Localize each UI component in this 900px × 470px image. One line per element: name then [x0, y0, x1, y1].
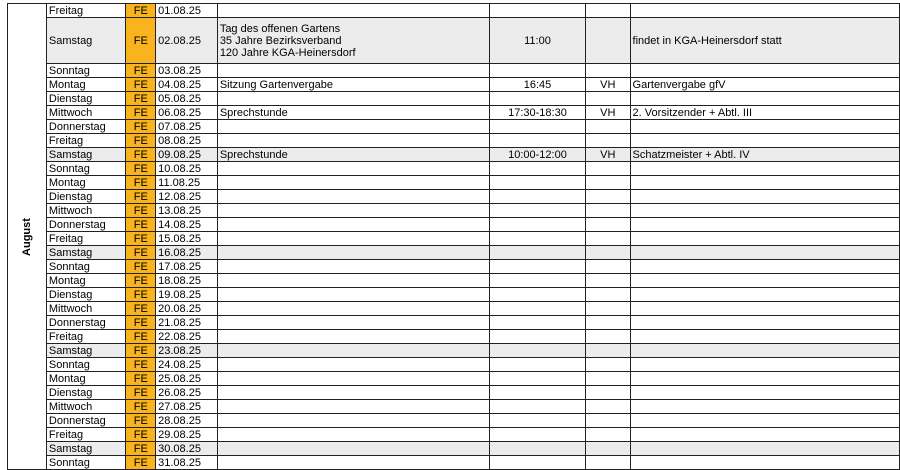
event-cell	[217, 106, 489, 120]
fe-code-cell: FE	[126, 64, 156, 78]
weekday-cell: Sonntag	[46, 64, 126, 78]
date-cell: 02.08.25	[156, 18, 218, 64]
note-cell	[630, 288, 899, 302]
location-cell	[586, 358, 630, 372]
time-cell	[489, 64, 585, 78]
weekday-cell: Donnerstag	[46, 316, 126, 330]
time-cell	[489, 4, 585, 18]
calendar-body	[8, 4, 900, 470]
fe-code-cell: FE	[126, 344, 156, 358]
table-row	[8, 456, 900, 470]
time-cell	[489, 456, 585, 470]
table-row	[8, 106, 900, 120]
weekday-cell: Freitag	[46, 330, 126, 344]
time-cell: 10:00-12:00	[489, 148, 585, 162]
table-row	[8, 316, 900, 330]
date-cell: 12.08.25	[156, 190, 218, 204]
fe-code-cell: FE	[126, 134, 156, 148]
fe-code-cell: FE	[126, 246, 156, 260]
event-line: 120 Jahre KGA-Heinersdorf	[219, 46, 356, 59]
location-cell	[586, 456, 630, 470]
time-cell	[489, 260, 585, 274]
event-cell	[217, 64, 489, 78]
note-cell	[630, 414, 899, 428]
table-row	[8, 204, 900, 218]
event-line: Tag des offenen Gartens	[219, 22, 341, 35]
month-cell	[8, 4, 47, 470]
event-cell	[217, 274, 489, 288]
date-cell: 08.08.25	[156, 134, 218, 148]
location-cell	[586, 4, 630, 18]
note-cell	[630, 246, 899, 260]
time-cell	[489, 400, 585, 414]
date-cell: 03.08.25	[156, 64, 218, 78]
event-cell	[217, 372, 489, 386]
fe-code-cell: FE	[126, 400, 156, 414]
weekday-cell: Dienstag	[46, 92, 126, 106]
table-row	[8, 162, 900, 176]
location-cell	[586, 64, 630, 78]
time-cell	[489, 134, 585, 148]
table-row	[8, 232, 900, 246]
date-cell: 06.08.25	[156, 106, 218, 120]
date-cell: 10.08.25	[156, 162, 218, 176]
location-cell	[586, 288, 630, 302]
table-row	[8, 176, 900, 190]
event-cell	[217, 134, 489, 148]
date-cell: 18.08.25	[156, 274, 218, 288]
table-row	[8, 288, 900, 302]
fe-code-cell: FE	[126, 442, 156, 456]
weekday-cell: Samstag	[46, 344, 126, 358]
weekday-cell: Dienstag	[46, 288, 126, 302]
time-cell: 11:00	[489, 18, 585, 64]
event-line: Sitzung Gartenvergabe	[219, 78, 333, 91]
note-cell	[630, 358, 899, 372]
date-cell: 29.08.25	[156, 428, 218, 442]
location-cell	[586, 442, 630, 456]
location-cell	[586, 134, 630, 148]
fe-code-cell: FE	[126, 232, 156, 246]
fe-code-cell: FE	[126, 456, 156, 470]
note-cell	[630, 162, 899, 176]
event-cell	[217, 400, 489, 414]
date-cell: 05.08.25	[156, 92, 218, 106]
event-cell	[217, 456, 489, 470]
note-cell	[630, 442, 899, 456]
table-row	[8, 134, 900, 148]
date-cell: 22.08.25	[156, 330, 218, 344]
location-cell	[586, 414, 630, 428]
time-cell	[489, 190, 585, 204]
note-cell	[630, 176, 899, 190]
event-cell	[217, 428, 489, 442]
fe-code-cell: FE	[126, 414, 156, 428]
time-cell	[489, 120, 585, 134]
location-cell	[586, 344, 630, 358]
weekday-cell: Freitag	[46, 134, 126, 148]
table-row	[8, 92, 900, 106]
location-cell	[586, 190, 630, 204]
date-cell: 15.08.25	[156, 232, 218, 246]
location-cell	[586, 428, 630, 442]
table-row	[8, 120, 900, 134]
note-cell	[630, 120, 899, 134]
event-cell	[217, 18, 489, 64]
month-label: August	[20, 217, 33, 256]
note-cell	[630, 92, 899, 106]
event-cell	[217, 246, 489, 260]
table-row	[8, 274, 900, 288]
note-cell: Schatzmeister + Abtl. IV	[630, 148, 899, 162]
calendar-table	[7, 3, 900, 470]
time-cell	[489, 372, 585, 386]
note-cell	[630, 4, 899, 18]
event-cell	[217, 414, 489, 428]
date-cell: 01.08.25	[156, 4, 218, 18]
location-cell	[586, 302, 630, 316]
location-cell	[586, 246, 630, 260]
note-cell	[630, 190, 899, 204]
table-row	[8, 414, 900, 428]
note-cell	[630, 302, 899, 316]
date-cell: 31.08.25	[156, 456, 218, 470]
event-cell	[217, 344, 489, 358]
fe-code-cell: FE	[126, 428, 156, 442]
table-row	[8, 358, 900, 372]
note-cell	[630, 274, 899, 288]
event-cell	[217, 190, 489, 204]
fe-code-cell: FE	[126, 358, 156, 372]
note-cell: findet in KGA-Heinersdorf statt	[630, 18, 899, 64]
table-row	[8, 330, 900, 344]
event-line: Sprechstunde	[219, 148, 288, 161]
date-cell: 23.08.25	[156, 344, 218, 358]
time-cell	[489, 386, 585, 400]
event-cell	[217, 330, 489, 344]
event-cell	[217, 316, 489, 330]
location-cell	[586, 120, 630, 134]
event-cell	[217, 358, 489, 372]
date-cell: 30.08.25	[156, 442, 218, 456]
event-cell	[217, 176, 489, 190]
table-row	[8, 442, 900, 456]
fe-code-cell: FE	[126, 372, 156, 386]
note-cell	[630, 316, 899, 330]
weekday-cell: Mittwoch	[46, 204, 126, 218]
event-cell	[217, 120, 489, 134]
weekday-cell: Sonntag	[46, 456, 126, 470]
weekday-cell: Donnerstag	[46, 414, 126, 428]
weekday-cell: Samstag	[46, 18, 126, 64]
note-cell	[630, 232, 899, 246]
date-cell: 07.08.25	[156, 120, 218, 134]
fe-code-cell: FE	[126, 386, 156, 400]
date-cell: 26.08.25	[156, 386, 218, 400]
location-cell	[586, 92, 630, 106]
weekday-cell: Samstag	[46, 148, 126, 162]
date-cell: 04.08.25	[156, 78, 218, 92]
fe-code-cell: FE	[126, 260, 156, 274]
fe-code-cell: FE	[126, 92, 156, 106]
weekday-cell: Sonntag	[46, 162, 126, 176]
fe-code-cell: FE	[126, 330, 156, 344]
event-cell	[217, 288, 489, 302]
date-cell: 09.08.25	[156, 148, 218, 162]
weekday-cell: Sonntag	[46, 358, 126, 372]
time-cell: 17:30-18:30	[489, 106, 585, 120]
time-cell	[489, 204, 585, 218]
date-cell: 11.08.25	[156, 176, 218, 190]
location-cell	[586, 330, 630, 344]
table-row	[8, 148, 900, 162]
weekday-cell: Sonntag	[46, 260, 126, 274]
event-line: 35 Jahre Bezirksverband	[219, 34, 342, 47]
table-row	[8, 302, 900, 316]
date-cell: 28.08.25	[156, 414, 218, 428]
weekday-cell: Montag	[46, 372, 126, 386]
fe-code-cell: FE	[126, 316, 156, 330]
time-cell	[489, 344, 585, 358]
table-row	[8, 260, 900, 274]
note-cell	[630, 134, 899, 148]
event-cell	[217, 386, 489, 400]
location-cell	[586, 316, 630, 330]
table-row	[8, 4, 900, 18]
date-cell: 25.08.25	[156, 372, 218, 386]
event-cell	[217, 78, 489, 92]
time-cell	[489, 232, 585, 246]
location-cell	[586, 204, 630, 218]
table-row	[8, 64, 900, 78]
note-cell	[630, 456, 899, 470]
time-cell	[489, 428, 585, 442]
location-cell	[586, 274, 630, 288]
location-cell: VH	[586, 148, 630, 162]
weekday-cell: Montag	[46, 176, 126, 190]
table-row	[8, 372, 900, 386]
fe-code-cell: FE	[126, 120, 156, 134]
table-row	[8, 344, 900, 358]
weekday-cell: Montag	[46, 78, 126, 92]
fe-code-cell: FE	[126, 162, 156, 176]
weekday-cell: Freitag	[46, 232, 126, 246]
fe-code-cell: FE	[126, 176, 156, 190]
fe-code-cell: FE	[126, 78, 156, 92]
event-cell	[217, 4, 489, 18]
event-cell	[217, 442, 489, 456]
location-cell	[586, 18, 630, 64]
time-cell	[489, 176, 585, 190]
event-cell	[217, 302, 489, 316]
fe-code-cell: FE	[126, 302, 156, 316]
table-row	[8, 246, 900, 260]
weekday-cell: Montag	[46, 274, 126, 288]
date-cell: 14.08.25	[156, 218, 218, 232]
note-cell	[630, 330, 899, 344]
note-cell	[630, 372, 899, 386]
location-cell: VH	[586, 78, 630, 92]
event-cell	[217, 162, 489, 176]
event-cell	[217, 204, 489, 218]
fe-code-cell: FE	[126, 148, 156, 162]
weekday-cell: Dienstag	[46, 190, 126, 204]
location-cell	[586, 218, 630, 232]
event-line: Sprechstunde	[219, 106, 288, 119]
date-cell: 21.08.25	[156, 316, 218, 330]
fe-code-cell: FE	[126, 4, 156, 18]
table-row	[8, 218, 900, 232]
note-cell	[630, 428, 899, 442]
table-row	[8, 78, 900, 92]
event-cell	[217, 232, 489, 246]
weekday-cell: Freitag	[46, 428, 126, 442]
location-cell	[586, 400, 630, 414]
time-cell	[489, 302, 585, 316]
table-row	[8, 18, 900, 64]
event-cell	[217, 260, 489, 274]
date-cell: 17.08.25	[156, 260, 218, 274]
time-cell	[489, 162, 585, 176]
weekday-cell: Donnerstag	[46, 218, 126, 232]
time-cell: 16:45	[489, 78, 585, 92]
note-cell	[630, 218, 899, 232]
event-cell	[217, 148, 489, 162]
weekday-cell: Freitag	[46, 4, 126, 18]
time-cell	[489, 442, 585, 456]
location-cell	[586, 386, 630, 400]
weekday-cell: Mittwoch	[46, 106, 126, 120]
date-cell: 27.08.25	[156, 400, 218, 414]
location-cell	[586, 232, 630, 246]
event-cell	[217, 92, 489, 106]
date-cell: 19.08.25	[156, 288, 218, 302]
table-row	[8, 190, 900, 204]
fe-code-cell: FE	[126, 274, 156, 288]
note-cell	[630, 204, 899, 218]
date-cell: 20.08.25	[156, 302, 218, 316]
time-cell	[489, 274, 585, 288]
event-cell	[217, 218, 489, 232]
location-cell	[586, 176, 630, 190]
note-cell: 2. Vorsitzender + Abtl. III	[630, 106, 899, 120]
location-cell	[586, 372, 630, 386]
note-cell	[630, 344, 899, 358]
fe-code-cell: FE	[126, 106, 156, 120]
weekday-cell: Donnerstag	[46, 120, 126, 134]
weekday-cell: Mittwoch	[46, 400, 126, 414]
fe-code-cell: FE	[126, 218, 156, 232]
fe-code-cell: FE	[126, 190, 156, 204]
time-cell	[489, 358, 585, 372]
date-cell: 16.08.25	[156, 246, 218, 260]
time-cell	[489, 414, 585, 428]
time-cell	[489, 246, 585, 260]
time-cell	[489, 330, 585, 344]
weekday-cell: Samstag	[46, 442, 126, 456]
fe-code-cell: FE	[126, 18, 156, 64]
weekday-cell: Mittwoch	[46, 302, 126, 316]
weekday-cell: Samstag	[46, 246, 126, 260]
location-cell	[586, 162, 630, 176]
time-cell	[489, 288, 585, 302]
location-cell: VH	[586, 106, 630, 120]
table-row	[8, 428, 900, 442]
table-row	[8, 400, 900, 414]
date-cell: 24.08.25	[156, 358, 218, 372]
time-cell	[489, 316, 585, 330]
date-cell: 13.08.25	[156, 204, 218, 218]
note-cell	[630, 64, 899, 78]
note-cell	[630, 400, 899, 414]
time-cell	[489, 92, 585, 106]
note-cell	[630, 386, 899, 400]
time-cell	[489, 218, 585, 232]
note-cell: Gartenvergabe gfV	[630, 78, 899, 92]
location-cell	[586, 260, 630, 274]
fe-code-cell: FE	[126, 204, 156, 218]
fe-code-cell: FE	[126, 288, 156, 302]
weekday-cell: Dienstag	[46, 386, 126, 400]
note-cell	[630, 260, 899, 274]
table-row	[8, 386, 900, 400]
